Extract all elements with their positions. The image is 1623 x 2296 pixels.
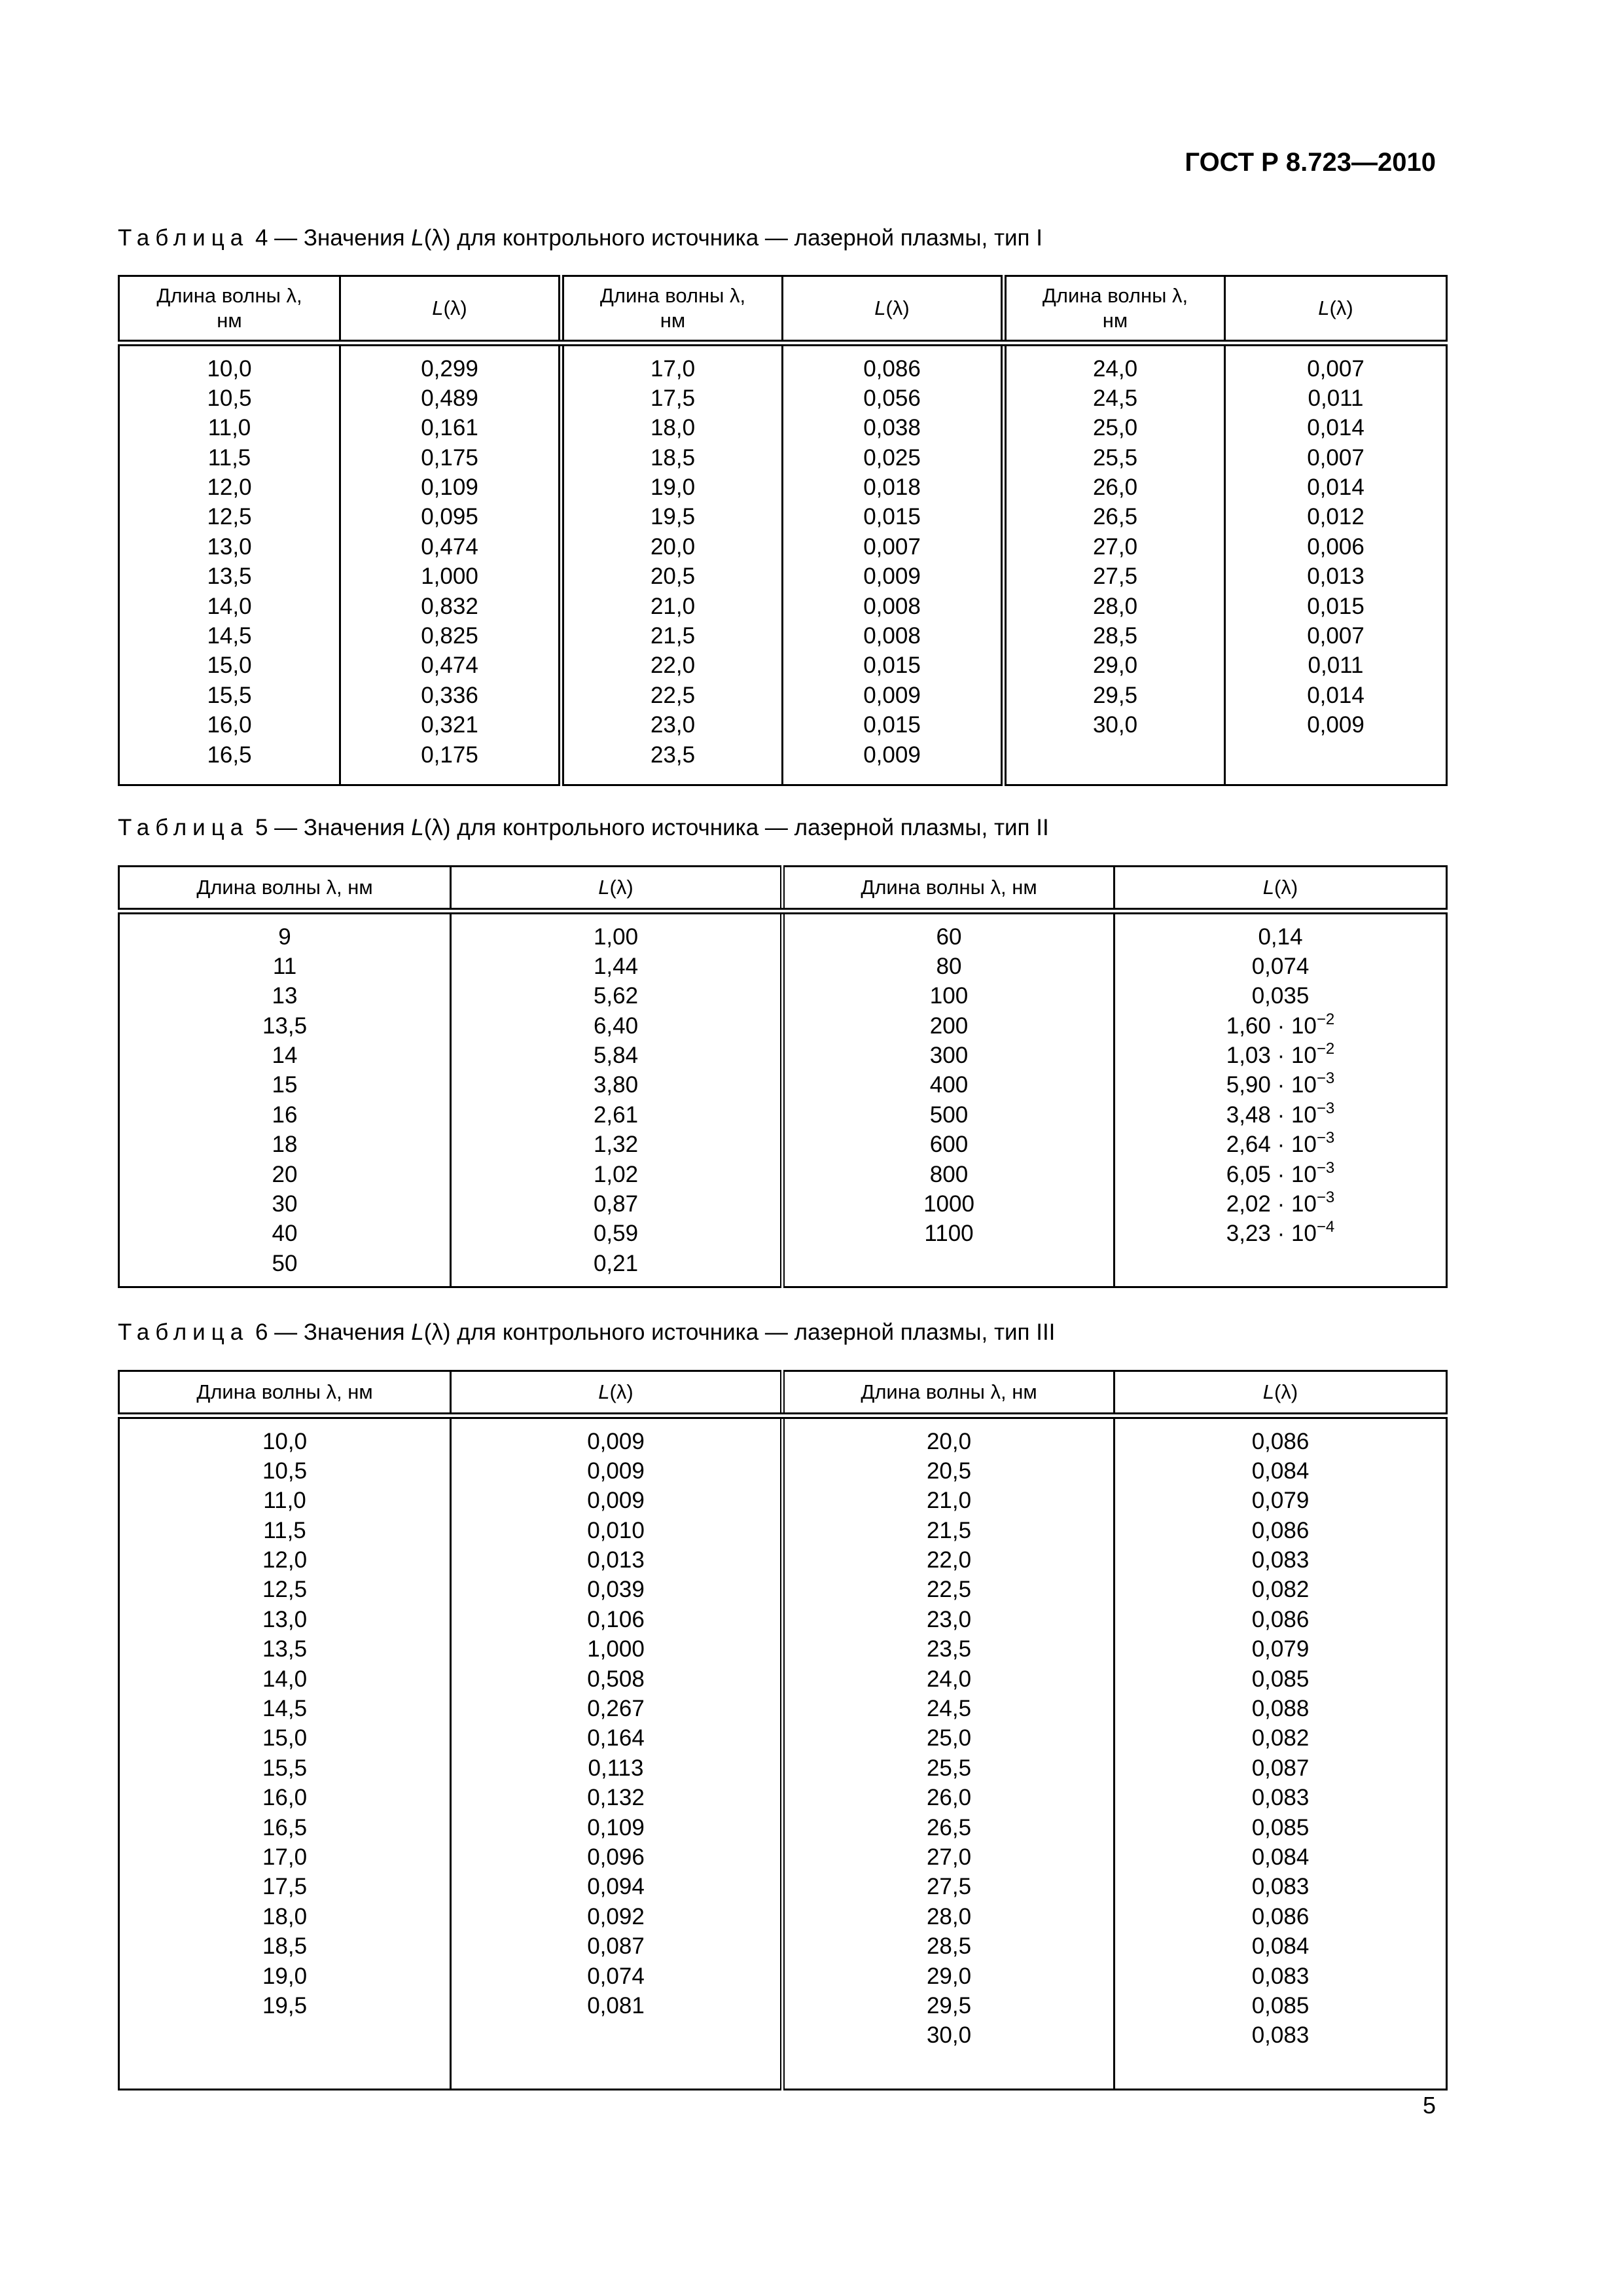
table-cell: 15,5 [262,1755,308,1781]
page-number: 5 [1422,2092,1436,2119]
table-cell: 22,5 [650,682,696,708]
table-column [451,911,783,1287]
table-cell: 12,0 [262,1547,308,1573]
table-cell: 26,5 [926,1814,972,1840]
table-cell: 0,336 [421,682,478,708]
table-cell: 0,14 [1258,924,1303,950]
table-caption-text: 6 — Значения L(λ) для контрольного источника — лазерной плазмы, тип III [249,1319,1056,1345]
table-cell: 0,079 [1251,1636,1310,1662]
table-column [340,343,562,785]
table-cell: 18,0 [650,415,696,441]
table-caption [118,1319,1055,1346]
table-cell: 0,008 [863,593,921,619]
table-column [451,1416,783,2090]
table-cell: 10,5 [207,385,252,411]
table-cell: 30,0 [1092,712,1138,738]
table-cell: 18 [272,1132,298,1158]
table-column [783,343,1004,785]
table-cell: 0,083 [1251,2022,1310,2049]
table-cell: 400 [929,1072,969,1098]
table-cell: 0,084 [1251,1458,1310,1484]
table-cell: 500 [929,1102,969,1128]
table-cell: 16,0 [262,1785,308,1811]
table-cell: 50 [272,1250,298,1276]
table-cell: 1000 [923,1191,974,1217]
table-cell: 0,085 [1251,1814,1310,1840]
table-cell: $3,23 \cdot 10^{-4}$ [1226,1218,1335,1247]
table-cell: 14 [272,1043,298,1069]
table-cell: 13,0 [207,533,252,560]
table-cell: 0,084 [1251,1933,1310,1960]
table-cell: 0,267 [587,1696,645,1722]
table-cell: 11,5 [207,444,251,471]
table-cell: 20 [272,1161,298,1187]
table-cell: 0,175 [421,444,478,471]
table-cell: 0,087 [1251,1755,1310,1781]
table-cell: 13 [272,983,298,1009]
table-cell: 0,084 [1251,1844,1310,1870]
table-cell: 0,039 [587,1577,645,1603]
table-cell: 200 [929,1013,969,1039]
table-cell: 0,009 [587,1488,645,1514]
table-cell: 0,321 [421,712,478,738]
table-cell: 1,44 [593,953,639,979]
table-cell: 28,5 [1092,623,1138,649]
table-cell: 25,5 [926,1755,972,1781]
table-4 [118,275,1448,786]
table-cell: 300 [929,1043,969,1069]
table-caption-text: 4 — Значения L(λ) для контрольного источника — лазерной плазмы, тип I [249,225,1043,251]
table-cell: 15,0 [262,1725,308,1751]
table-label: Таблица [118,1319,249,1345]
table-cell: 0,009 [863,682,921,708]
table-cell: 0,011 [1308,385,1364,411]
table-cell: 19,0 [650,475,696,501]
table-cell: 0,010 [587,1517,645,1543]
table-cell: 3,80 [593,1072,639,1098]
table-cell: 0,007 [1307,623,1364,649]
table-cell: 15 [272,1072,298,1098]
table-cell: 0,011 [1308,653,1364,679]
table-column [783,1416,1115,2090]
column-header: L(λ) [340,276,562,343]
column-header: Длина волны λ, нм [562,276,783,343]
table-cell: 0,086 [1251,1428,1310,1454]
table-caption-text: 5 — Значения L(λ) для контрольного источника — лазерной плазмы, тип II [249,815,1049,840]
column-header: Длина волны λ, нм [119,1371,451,1416]
table-cell: 21,0 [926,1488,972,1514]
column-header: L(λ) [1115,1371,1447,1416]
table-cell: 1100 [924,1221,974,1247]
table-cell: 5,62 [593,983,639,1009]
table-cell: 0,082 [1251,1725,1310,1751]
table-cell: 10,0 [207,355,252,382]
table-cell: 22,0 [650,653,696,679]
table-cell: 0,087 [587,1933,645,1960]
table-cell: 23,0 [926,1606,972,1632]
table-cell: 800 [929,1161,969,1187]
table-cell: 11,0 [207,415,251,441]
table-cell: 23,5 [650,742,696,768]
column-header: L(λ) [783,276,1004,343]
table-cell: 30 [272,1191,298,1217]
table-cell: 17,5 [650,385,696,411]
table-cell: 18,5 [262,1933,308,1960]
table-cell: 0,074 [1251,953,1310,979]
table-cell: 0,109 [421,475,478,501]
table-cell: 5,84 [593,1043,639,1069]
table-cell: 0,083 [1251,1547,1310,1573]
table-cell: 28,0 [926,1903,972,1929]
table-cell: 29,0 [926,1963,972,1989]
table-cell: 1,000 [421,564,478,590]
table-cell: 0,095 [421,504,478,530]
table-cell: 0,009 [1307,712,1364,738]
table-cell: 0,083 [1251,1785,1310,1811]
table-cell: 0,132 [587,1785,645,1811]
table-cell: 0,013 [1307,564,1364,590]
column-header: L(λ) [451,1371,783,1416]
table-cell: 0,085 [1251,1666,1310,1692]
table-cell: 0,825 [421,623,478,649]
table-cell: 21,5 [650,623,696,649]
table-column [1004,343,1225,785]
table-cell: 29,5 [926,1992,972,2018]
table-cell: 0,081 [587,1992,645,2018]
table-cell: 0,015 [863,653,921,679]
table-cell: 0,164 [587,1725,645,1751]
table-cell: 0,025 [863,444,921,471]
table-cell: $1,60 \cdot 10^{-2}$ [1226,1010,1335,1039]
table-cell: 0,018 [863,475,921,501]
table-cell: 0,014 [1307,415,1364,441]
column-header: Длина волны λ, нм [783,867,1115,911]
table-caption [118,815,1049,841]
table-cell: 0,085 [1251,1992,1310,2018]
table-cell: 0,474 [421,653,478,679]
table-cell: 22,0 [926,1547,972,1573]
table-cell: 60 [936,924,962,950]
table-cell: 0,086 [1251,1903,1310,1929]
table-cell: 0,489 [421,385,478,411]
table-cell: 24,5 [1092,385,1138,411]
table-cell: 0,109 [587,1814,645,1840]
table-cell: 12,0 [207,475,252,501]
table-cell: 0,299 [421,355,478,382]
table-caption [118,225,1043,251]
table-cell: 12,5 [262,1577,308,1603]
table-cell: $3,48 \cdot 10^{-3}$ [1226,1099,1335,1128]
table-cell: 14,5 [262,1696,308,1722]
table-cell: 0,082 [1251,1577,1310,1603]
table-cell: 10,0 [262,1428,308,1454]
table-cell: 26,0 [926,1785,972,1811]
table-cell: 0,009 [863,564,921,590]
table-cell: 17,5 [262,1874,308,1900]
table-cell: 0,009 [863,742,921,768]
table-cell: 0,015 [1307,593,1364,619]
table-cell: 18,5 [650,444,696,471]
table-cell: 0,086 [863,355,921,382]
table-cell: 20,0 [650,533,696,560]
table-cell: 0,079 [1251,1488,1310,1514]
table-cell: 13,5 [262,1636,308,1662]
table-cell: 11,5 [263,1517,306,1543]
table-cell: 25,5 [1092,444,1138,471]
table-cell: 13,0 [262,1606,308,1632]
table-cell: 0,092 [587,1903,645,1929]
table-column [783,911,1115,1287]
table-cell: 0,014 [1307,682,1364,708]
table-cell: 11 [272,953,297,979]
table-cell: 600 [929,1132,969,1158]
table-cell: 23,0 [650,712,696,738]
page-header: ГОСТ Р 8.723—2010 [1185,148,1436,177]
table-cell: 24,5 [926,1696,972,1722]
table-cell: 0,083 [1251,1963,1310,1989]
table-cell: 25,0 [1092,415,1138,441]
table-cell: 28,0 [1092,593,1138,619]
table-cell: 17,0 [650,355,696,382]
table-cell: 21,0 [650,593,696,619]
table-cell: 1,000 [587,1636,645,1662]
table-column [562,343,783,785]
table-cell: 0,87 [593,1191,639,1217]
table-cell: 9 [278,924,291,950]
table-column [119,343,340,785]
table-cell: 0,056 [863,385,921,411]
table-cell: 26,5 [1092,504,1138,530]
table-cell: 22,5 [926,1577,972,1603]
table-cell: 29,5 [1092,682,1138,708]
table-cell: 2,61 [593,1102,639,1128]
table-cell: 0,015 [863,504,921,530]
table-column [119,911,451,1287]
table-cell: 13,5 [207,564,252,590]
table-column [1115,911,1447,1287]
table-cell: 14,5 [207,623,252,649]
table-cell: 0,086 [1251,1517,1310,1543]
table-cell: 24,0 [1092,355,1138,382]
table-6 [118,1370,1448,2090]
table-cell: 80 [936,953,962,979]
table-cell: 27,0 [926,1844,972,1870]
table-cell: 20,5 [926,1458,972,1484]
column-header: L(λ) [451,867,783,911]
table-label: Таблица [118,815,249,840]
table-cell: 0,083 [1251,1874,1310,1900]
table-cell: 16,0 [207,712,252,738]
table-cell: 0,014 [1307,475,1364,501]
table-cell: 0,009 [587,1428,645,1454]
table-cell: 0,086 [1251,1606,1310,1632]
table-cell: 0,007 [1307,444,1364,471]
table-cell: 0,012 [1307,504,1364,530]
table-cell: 0,106 [587,1606,645,1632]
table-cell: 12,5 [207,504,252,530]
table-cell: $6,05 \cdot 10^{-3}$ [1226,1158,1335,1187]
table-cell: 0,113 [588,1755,644,1781]
table-cell: 0,009 [587,1458,645,1484]
table-cell: 40 [272,1221,298,1247]
table-cell: 0,832 [421,593,478,619]
table-cell: 10,5 [262,1458,308,1484]
table-cell: 0,007 [1307,355,1364,382]
table-column [1225,343,1447,785]
table-cell: 0,175 [421,742,478,768]
table-cell: 1,02 [593,1161,639,1187]
table-cell: 0,006 [1307,533,1364,560]
table-cell: 29,0 [1092,653,1138,679]
table-cell: 0,21 [593,1250,639,1276]
table-cell: 25,0 [926,1725,972,1751]
table-cell: 27,0 [1092,533,1138,560]
table-cell: 18,0 [262,1903,308,1929]
table-cell: 27,5 [1092,564,1138,590]
table-cell: 11,0 [263,1488,306,1514]
table-cell: 0,074 [587,1963,645,1989]
table-cell: 0,013 [587,1547,645,1573]
column-header: Длина волны λ, нм [119,867,451,911]
table-cell: 23,5 [926,1636,972,1662]
table-cell: $1,03 \cdot 10^{-2}$ [1226,1040,1335,1069]
table-cell: 0,088 [1251,1696,1310,1722]
table-cell: 0,094 [587,1874,645,1900]
table-cell: 21,5 [926,1517,972,1543]
table-column [119,1416,451,2090]
table-cell: 19,0 [262,1963,308,1989]
column-header: L(λ) [1115,867,1447,911]
table-cell: 0,474 [421,533,478,560]
table-cell: 6,40 [593,1013,639,1039]
table-cell: $5,90 \cdot 10^{-3}$ [1226,1069,1335,1098]
table-cell: 0,008 [863,623,921,649]
table-cell: 0,015 [863,712,921,738]
table-cell: 0,508 [587,1666,645,1692]
table-cell: 27,5 [926,1874,972,1900]
table-cell: 0,038 [863,415,921,441]
table-cell: 16 [272,1102,298,1128]
table-cell: 19,5 [650,504,696,530]
table-cell: 26,0 [1092,475,1138,501]
table-cell: 20,5 [650,564,696,590]
table-cell: $2,02 \cdot 10^{-3}$ [1226,1189,1335,1217]
column-header: Длина волны λ, нм [1004,276,1225,343]
table-cell: 14,0 [207,593,252,619]
table-cell: 16,5 [207,742,252,768]
table-cell: 30,0 [926,2022,972,2049]
column-header: Длина волны λ, нм [119,276,340,343]
table-column [1115,1416,1447,2090]
table-cell: 0,035 [1251,983,1310,1009]
table-label: Таблица [118,225,249,251]
table-cell: 15,5 [207,682,252,708]
table-cell: 0,007 [863,533,921,560]
column-header: Длина волны λ, нм [783,1371,1115,1416]
table-cell: 0,161 [421,415,478,441]
table-cell: 20,0 [926,1428,972,1454]
table-cell: 1,00 [593,924,639,950]
table-cell: 13,5 [262,1013,308,1039]
table-cell: 16,5 [262,1814,308,1840]
table-cell: 1,32 [593,1132,639,1158]
column-header: L(λ) [1225,276,1447,343]
table-cell: 19,5 [262,1992,308,2018]
table-cell: $2,64 \cdot 10^{-3}$ [1226,1129,1335,1158]
table-cell: 100 [929,983,969,1009]
table-cell: 0,096 [587,1844,645,1870]
table-cell: 15,0 [207,653,252,679]
table-cell: 14,0 [262,1666,308,1692]
table-cell: 28,5 [926,1933,972,1960]
table-cell: 0,59 [593,1221,639,1247]
table-cell: 17,0 [262,1844,308,1870]
table-cell: 24,0 [926,1666,972,1692]
table-5 [118,865,1448,1288]
